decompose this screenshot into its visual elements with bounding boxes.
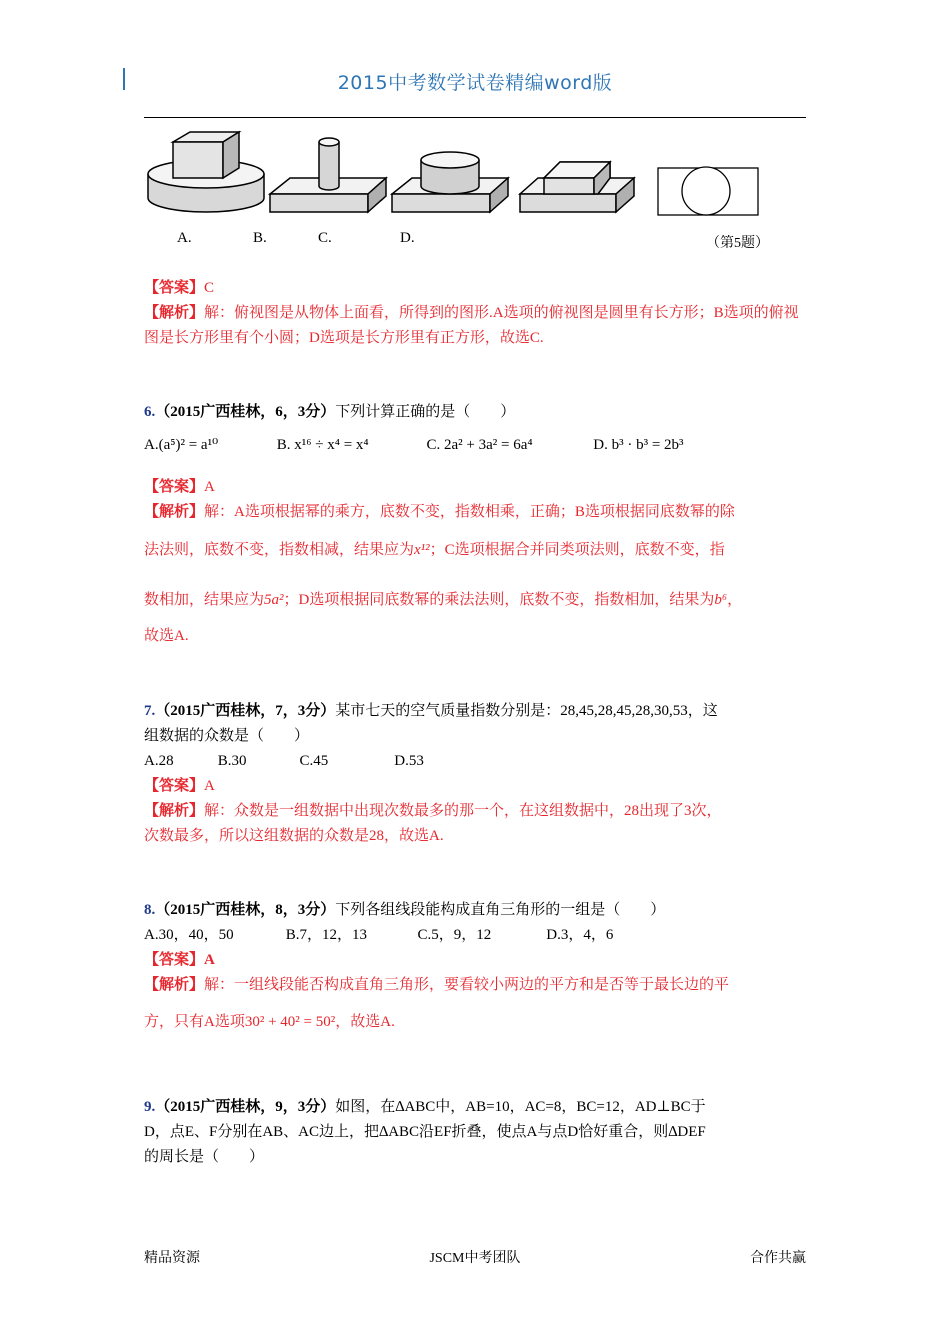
figure-label-a: A. — [177, 230, 192, 246]
figure-label-d: D. — [400, 230, 415, 246]
math-expression: x¹² — [414, 542, 430, 558]
option-a: A.(a⁵)² = a¹⁰ — [144, 437, 219, 453]
math-expression: b⁶ — [714, 592, 728, 608]
question-stem: 如图，在∆ABC中，AB=10，AC=8，BC=12，AD⊥BC于 — [335, 1099, 706, 1115]
solids-figure — [140, 122, 820, 222]
figure-label-c: C. — [318, 230, 332, 246]
question-number: 9. — [144, 1099, 156, 1115]
analysis-line: 法法则，底数不变，指数相减，结果应为 — [144, 542, 415, 558]
figure-label-b: B. — [253, 230, 267, 246]
top-view-figure — [658, 167, 758, 215]
figure-d-solid — [520, 162, 634, 212]
analysis-line: ；C选项根据合并同类项法则，底数不变，指 — [429, 542, 725, 558]
analysis-line: 解：A选项根据幂的乘方，底数不变，指数相乘，正确；B选项根据同底数幂的除 — [204, 504, 735, 520]
figure-c-solid — [392, 152, 508, 212]
option-d: D.3，4，6 — [546, 927, 614, 943]
analysis-line: ， — [727, 592, 743, 608]
q7-answer — [144, 774, 808, 849]
analysis-line: 解：一组线段能否构成直角三角形，要看较小两边的平方和是否等于最长边的平 — [204, 977, 730, 993]
option-c: C.5，9，12 — [417, 927, 492, 943]
answer-tag: 【答案】 — [144, 280, 205, 296]
analysis-tag: 【解析】 — [144, 977, 205, 993]
question-stem: 某市七天的空气质量指数分别是：28,45,28,45,28,30,53，这 — [335, 703, 718, 719]
question-stem: 下列计算正确的是（ ） — [335, 404, 516, 420]
q5-answer — [144, 276, 808, 351]
option-d: D.53 — [394, 753, 424, 769]
answer-value: C — [204, 280, 215, 296]
analysis-line: 次数最多，所以这组数据的众数是28，故选A. — [144, 828, 444, 844]
footer-center: JSCM中考团队 — [429, 1251, 521, 1266]
option-b: B.30 — [217, 753, 247, 769]
analysis-line: 故选A. — [144, 628, 189, 644]
question-source: （2015广西桂林，6，3分） — [155, 404, 336, 420]
question-stem: 下列各组线段能构成直角三角形的一组是（ ） — [335, 902, 666, 918]
question-number: 7. — [144, 703, 156, 719]
answer-value: A — [204, 479, 215, 495]
question-6 — [144, 400, 808, 458]
question-8 — [144, 898, 808, 948]
option-d: D. b³ · b³ = 2b³ — [593, 437, 684, 453]
header-title: 2015中考数学试卷精编word版 — [337, 72, 613, 94]
answer-tag: 【答案】 — [144, 778, 205, 794]
page-header — [0, 60, 950, 120]
question-source: （2015广西桂林，8，3分） — [155, 902, 336, 918]
question-number: 8. — [144, 902, 156, 918]
option-b: B.7，12，13 — [285, 927, 368, 943]
q6-answer — [144, 475, 808, 649]
question-stem: 的周长是（ ） — [144, 1149, 265, 1165]
figure-caption: （第5题） — [706, 236, 769, 251]
analysis-line: 解：众数是一组数据中出现次数最多的那一个，在这组数据中，28出现了3次， — [204, 803, 722, 819]
answer-tag: 【答案】 — [144, 479, 205, 495]
figure-b-solid — [270, 138, 386, 212]
option-c: C.45 — [299, 753, 329, 769]
analysis-text: 解：俯视图是从物体上面看，所得到的图形.A选项的俯视图是圆里有长方形；B选项的俯视图是长方形里有个小圆；D选项是长方形里有正方形，故选C. — [144, 305, 799, 346]
analysis-tag: 【解析】 — [144, 803, 205, 819]
analysis-line: 方，只有A选项 — [144, 1014, 245, 1030]
question-7 — [144, 699, 808, 774]
answer-value: A — [204, 952, 215, 968]
analysis-line: ，故选A. — [335, 1014, 395, 1030]
option-b: B. x¹⁶ ÷ x⁴ = x⁴ — [276, 437, 369, 453]
answer-tag: 【答案】 — [144, 952, 205, 968]
question-source: （2015广西桂林，9，3分） — [155, 1099, 336, 1115]
option-a: A.30，40，50 — [144, 927, 234, 943]
question-stem: 组数据的众数是（ ） — [144, 728, 310, 744]
question-9 — [144, 1095, 808, 1170]
option-a: A.28 — [144, 753, 174, 769]
question-source: （2015广西桂林，7，3分） — [155, 703, 336, 719]
option-c: C. 2a² + 3a² = 6a⁴ — [426, 437, 533, 453]
figure-a-solid — [148, 132, 264, 212]
answer-value: A — [204, 778, 215, 794]
analysis-tag: 【解析】 — [144, 305, 205, 321]
question-stem: D，点E、F分别在AB、AC边上，把∆ABC沿EF折叠，使点A与点D恰好重合，则∆DEF — [144, 1124, 706, 1140]
q5-figure — [140, 122, 820, 257]
footer-left: 精品资源 — [144, 1251, 200, 1266]
footer-right: 合作共赢 — [750, 1251, 806, 1266]
analysis-line: ；D选项根据同底数幂的乘法法则，底数不变，指数相加，结果为 — [283, 592, 715, 608]
analysis-line: 数相加，结果应为 — [144, 592, 265, 608]
analysis-tag: 【解析】 — [144, 504, 205, 520]
math-expression: 30² + 40² = 50² — [244, 1014, 336, 1030]
question-number: 6. — [144, 404, 156, 420]
math-expression: 5a² — [264, 592, 284, 608]
q8-answer — [144, 948, 808, 1035]
header-rule — [144, 117, 806, 118]
